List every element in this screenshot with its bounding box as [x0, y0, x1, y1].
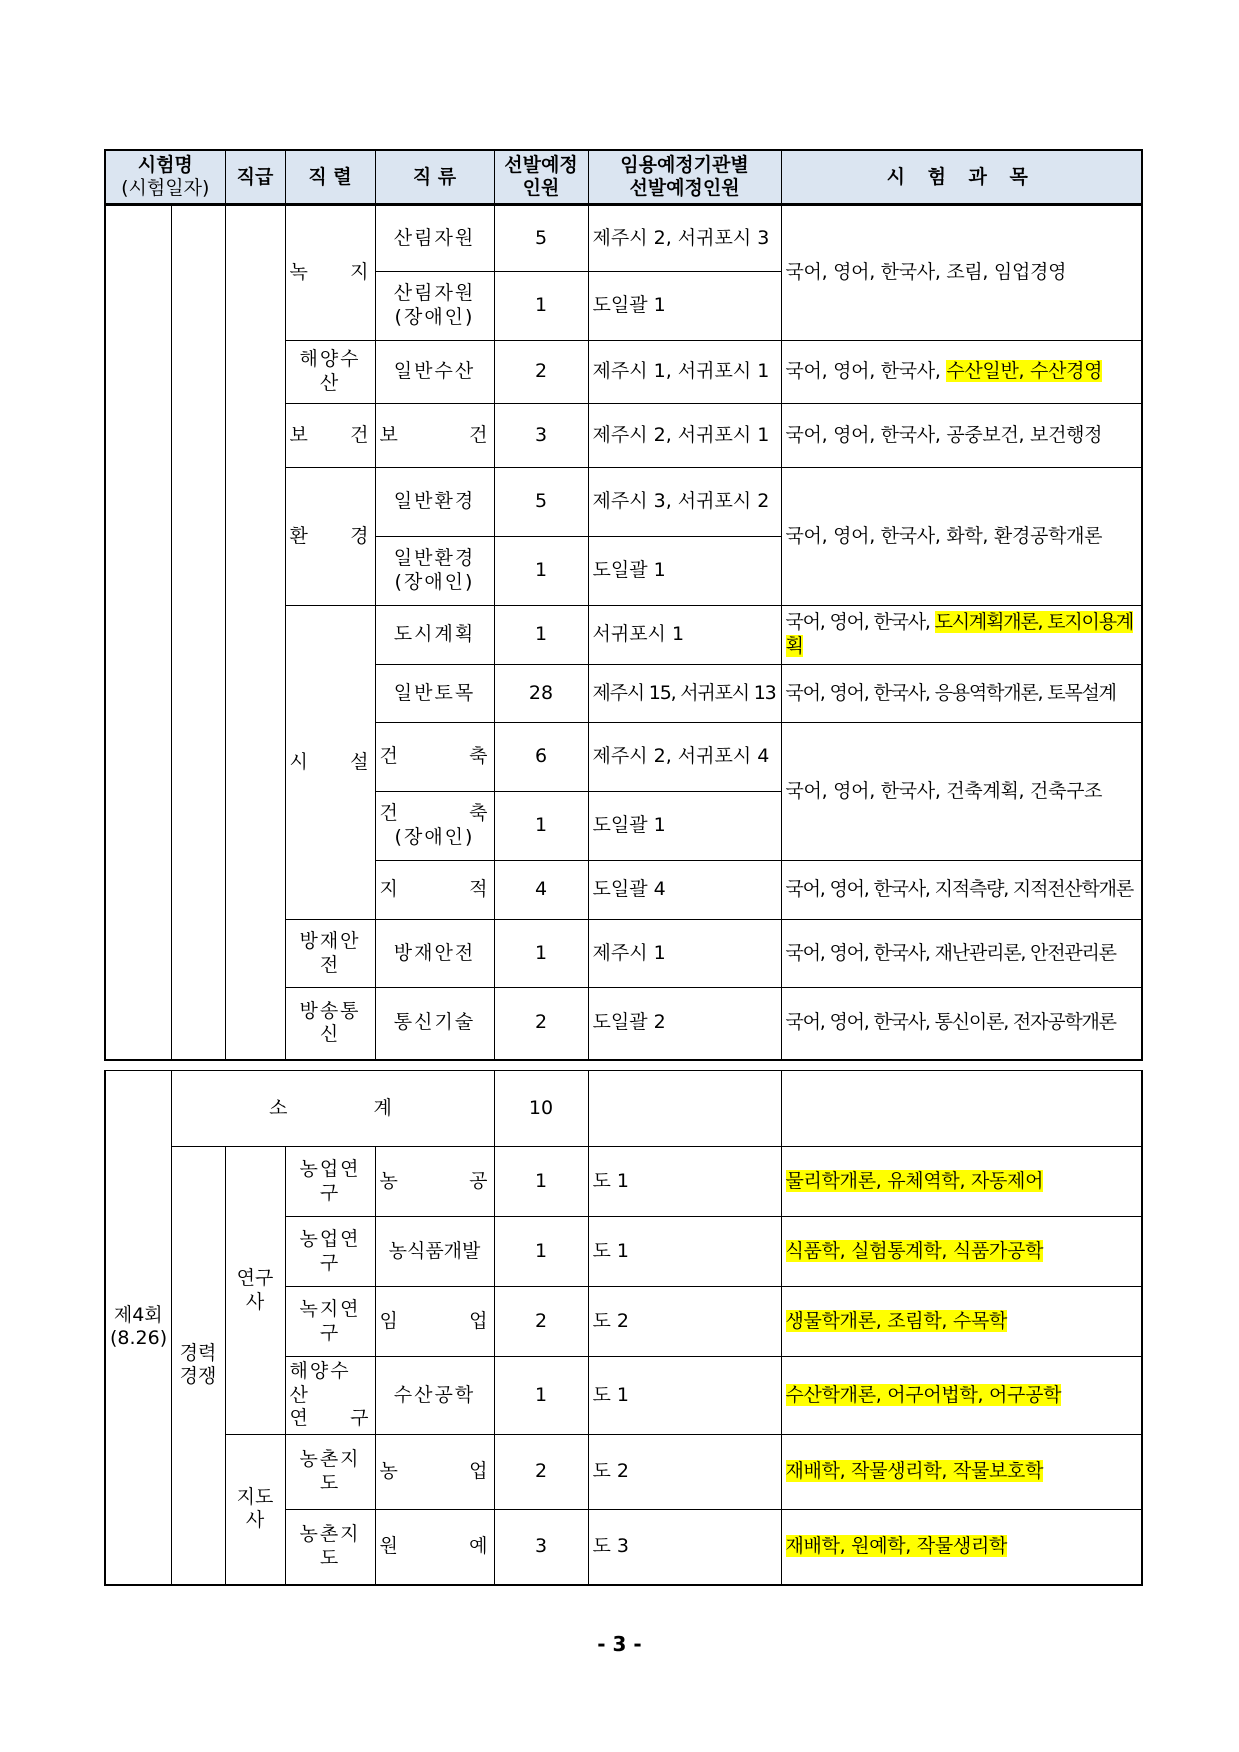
table-row: [105, 1147, 1142, 1217]
agency-cadastral: 도일괄 4: [588, 861, 781, 920]
agency-horticulture: 도 3: [588, 1510, 781, 1585]
subjects-health: 국어, 영어, 한국사, 공중보건, 보건행정: [781, 404, 1142, 468]
agency-disaster: 제주시 1: [588, 920, 781, 988]
subtotal-label: 소 계: [171, 1071, 494, 1147]
count-env-disabled: 1: [494, 537, 588, 606]
agency-env: 제주시 3, 서귀포시 2: [588, 468, 781, 537]
header-exam-name: 시험명 (시험일자): [105, 150, 225, 205]
grade-cell-empty: [171, 205, 225, 1060]
career-competition-label: 경력 경쟁: [171, 1147, 225, 1585]
agency-env-disabled: 도일괄 1: [588, 537, 781, 606]
category-civil: 일반토목: [375, 665, 494, 723]
series-agri-research-1: 농업연구: [285, 1147, 375, 1217]
subjects-forestry: 생물학개론, 조림학, 수목학: [781, 1287, 1142, 1357]
category-agri-eng: 농 공: [375, 1147, 494, 1217]
series-disaster: 방재안전: [285, 920, 375, 988]
subjects-arch: 국어, 영어, 한국사, 건축계획, 건축구조: [781, 723, 1142, 861]
subtotal-agency-empty: [588, 1071, 781, 1147]
category-fishery-eng: 수산공학: [375, 1357, 494, 1435]
agency-forest-disabled: 도일괄 1: [588, 272, 781, 341]
category-agriculture: 농 업: [375, 1435, 494, 1510]
category-env-disabled: 일반환경 (장애인): [375, 537, 494, 606]
count-ocean: 2: [494, 341, 588, 404]
count-forest-disabled: 1: [494, 272, 588, 341]
count-urban: 1: [494, 606, 588, 665]
category-health: 보 건: [375, 404, 494, 468]
subjects-forest: 국어, 영어, 한국사, 조림, 임업경영: [781, 205, 1142, 341]
exam-schedule-table-part2: [104, 1070, 1143, 1586]
series-broadcast: 방송통신: [285, 988, 375, 1060]
agency-forest: 제주시 2, 서귀포시 3: [588, 205, 781, 272]
subjects-env: 국어, 영어, 한국사, 화학, 환경공학개론: [781, 468, 1142, 606]
count-food-dev: 1: [494, 1217, 588, 1287]
subjects-urban: 국어, 영어, 한국사, 도시계획개론, 토지이용계획: [781, 606, 1142, 665]
count-agri-eng: 1: [494, 1147, 588, 1217]
table-header-row: [105, 150, 1142, 205]
header-planned-count: 선발예정 인원: [494, 150, 588, 205]
count-agriculture: 2: [494, 1435, 588, 1510]
count-cadastral: 4: [494, 861, 588, 920]
subtotal-count: 10: [494, 1071, 588, 1147]
subjects-disaster: 국어, 영어, 한국사, 재난관리론, 안전관리론: [781, 920, 1142, 988]
count-env: 5: [494, 468, 588, 537]
count-civil: 28: [494, 665, 588, 723]
category-forestry: 임 업: [375, 1287, 494, 1357]
agency-food-dev: 도 1: [588, 1217, 781, 1287]
category-broadcast: 통신기술: [375, 988, 494, 1060]
category-arch-disabled: 건 축 (장애인): [375, 792, 494, 861]
agency-civil: 제주시 15, 서귀포시 13: [588, 665, 781, 723]
category-ocean: 일반수산: [375, 341, 494, 404]
subtotal-subjects-empty: [781, 1071, 1142, 1147]
page-number: - 3 -: [597, 1632, 642, 1656]
agency-forestry: 도 2: [588, 1287, 781, 1357]
series-health: 보 건: [285, 404, 375, 468]
agency-health: 제주시 2, 서귀포시 1: [588, 404, 781, 468]
count-arch: 6: [494, 723, 588, 792]
count-forest: 5: [494, 205, 588, 272]
exam-4-label: 제4회 (8.26): [105, 1071, 171, 1585]
header-grade: 직급: [225, 150, 285, 205]
category-cadastral: 지 적: [375, 861, 494, 920]
header-series: 직 렬: [285, 150, 375, 205]
count-health: 3: [494, 404, 588, 468]
grade-instructor: 지도사: [225, 1435, 285, 1585]
category-food-dev: 농식품개발: [375, 1217, 494, 1287]
category-horticulture: 원 예: [375, 1510, 494, 1585]
series-rural-1: 농촌지도: [285, 1435, 375, 1510]
agency-arch: 제주시 2, 서귀포시 4: [588, 723, 781, 792]
series-rural-2: 농촌지도: [285, 1510, 375, 1585]
subtotal-row: [105, 1071, 1142, 1147]
header-subjects: 시 험 과 목: [781, 150, 1142, 205]
subjects-fishery-eng: 수산학개론, 어구어법학, 어구공학: [781, 1357, 1142, 1435]
agency-broadcast: 도일괄 2: [588, 988, 781, 1060]
agency-arch-disabled: 도일괄 1: [588, 792, 781, 861]
count-forestry: 2: [494, 1287, 588, 1357]
category-urban: 도시계획: [375, 606, 494, 665]
agency-agri-eng: 도 1: [588, 1147, 781, 1217]
category-forest: 산림자원: [375, 205, 494, 272]
series-env: 환 경: [285, 468, 375, 606]
category-arch: 건 축: [375, 723, 494, 792]
table-row: [105, 1435, 1142, 1510]
subjects-agri-eng: 물리학개론, 유체역학, 자동제어: [781, 1147, 1142, 1217]
exam-schedule-table: [104, 149, 1143, 1061]
header-category: 직 류: [375, 150, 494, 205]
count-arch-disabled: 1: [494, 792, 588, 861]
series-green-research: 녹지연구: [285, 1287, 375, 1357]
subjects-cadastral: 국어, 영어, 한국사, 지적측량, 지적전산학개론: [781, 861, 1142, 920]
subjects-broadcast: 국어, 영어, 한국사, 통신이론, 전자공학개론: [781, 988, 1142, 1060]
series-agri-research-2: 농업연구: [285, 1217, 375, 1287]
count-broadcast: 2: [494, 988, 588, 1060]
series-facility: 시 설: [285, 606, 375, 920]
grade-researcher: 연구사: [225, 1147, 285, 1435]
category-disaster: 방재안전: [375, 920, 494, 988]
agency-fishery-eng: 도 1: [588, 1357, 781, 1435]
subjects-food-dev: 식품학, 실험통계학, 식품가공학: [781, 1217, 1142, 1287]
category-env: 일반환경: [375, 468, 494, 537]
agency-ocean: 제주시 1, 서귀포시 1: [588, 341, 781, 404]
subjects-horticulture: 재배학, 원예학, 작물생리학: [781, 1510, 1142, 1585]
grade-cell-empty-2: [225, 205, 285, 1060]
subjects-agriculture: 재배학, 작물생리학, 작물보호학: [781, 1435, 1142, 1510]
exam-cell-empty: [105, 205, 171, 1060]
agency-urban: 서귀포시 1: [588, 606, 781, 665]
series-ocean: 해양수산: [285, 341, 375, 404]
table-row: [105, 205, 1142, 272]
category-forest-disabled: 산림자원 (장애인): [375, 272, 494, 341]
count-disaster: 1: [494, 920, 588, 988]
series-green: 녹 지: [285, 205, 375, 341]
series-ocean-research: 해양수산 연 구: [285, 1357, 375, 1435]
header-agency-count: 임용예정기관별 선발예정인원: [588, 150, 781, 205]
count-horticulture: 3: [494, 1510, 588, 1585]
subjects-ocean: 국어, 영어, 한국사, 수산일반, 수산경영: [781, 341, 1142, 404]
agency-agriculture: 도 2: [588, 1435, 781, 1510]
subjects-civil: 국어, 영어, 한국사, 응용역학개론, 토목설계: [781, 665, 1142, 723]
count-fishery-eng: 1: [494, 1357, 588, 1435]
